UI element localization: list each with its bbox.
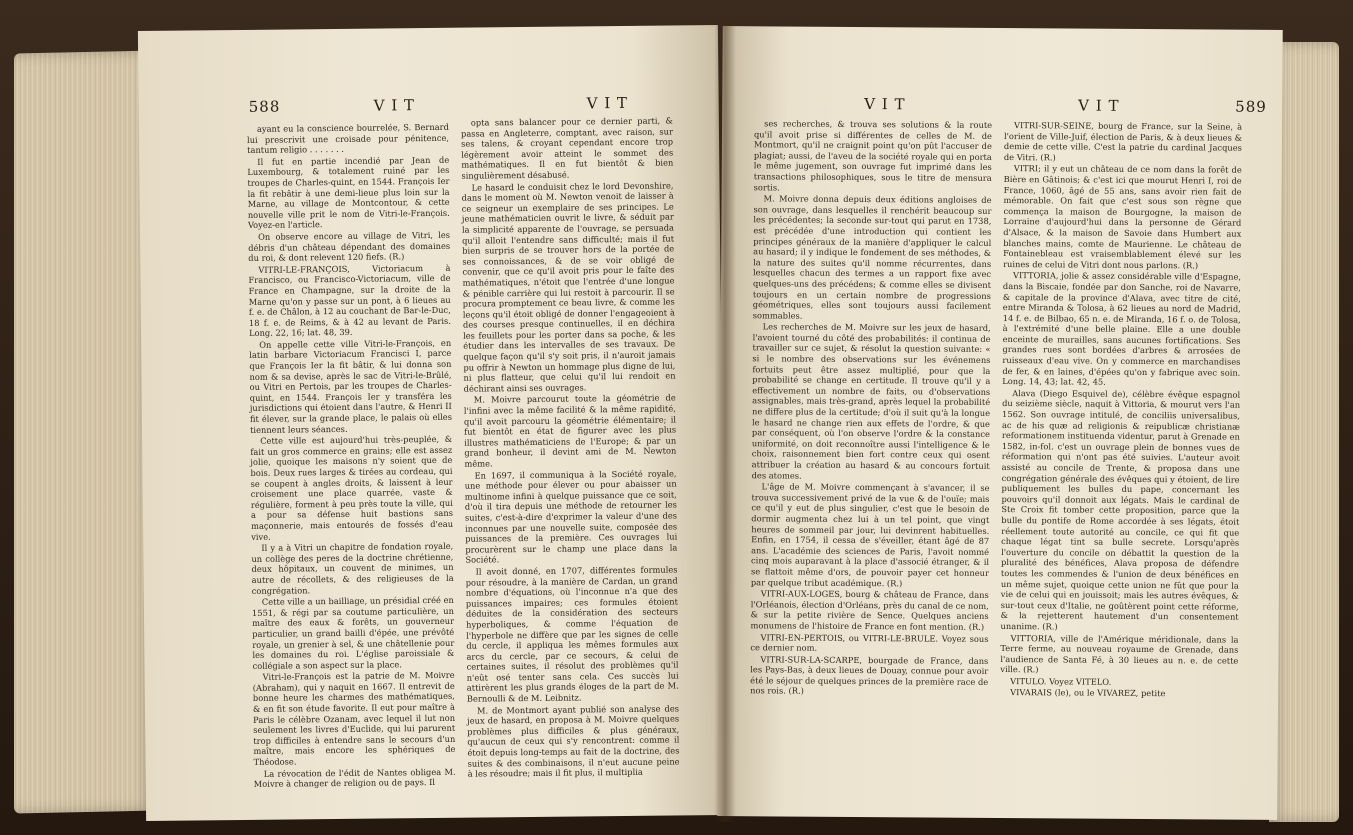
paragraph: M. de Montmort ayant publié son analyse des jeux de hasard, en proposa à M. Moivre quelques problèmes plus difficiles & plus généraux, qu'aucun de ceux qui s'y rencontrent: comme il étoit depuis long-temps au fait de la doctrine, des suites & des combinaisons, il n'eut aucune peine à les résoudre; mais il fit plus, il multiplia — [467, 703, 680, 779]
paragraph: Il fut en partie incendié par Jean de Luxembourg, & totalement ruiné par les troupes de Charles-quint, en 1544. François Ier la fit rebâtir à une demi-lieue plus loin sur la Marne, au village de Montcontour, & cette nouvelle ville prit le nom de Vitri-le-François. Voyez-en l'article. — [247, 154, 450, 231]
running-head-left-col2: V I T — [586, 93, 629, 113]
paragraph: La révocation de l'édit de Nantes obligea M. Moivre à changer de religion ou de pays. Il — [253, 766, 456, 790]
paragraph: VITRI-SUR-SEINE, bourg de France, sur la Seine, à l'orient de Ville-Juif, élection de Paris, & à deux lieues & demie de cette ville. C'est la patrie du cardinal Jacques de Vitri. (R.) — [1003, 120, 1243, 163]
paragraph: VITRI; il y eut un château de ce nom dans la forêt de Bière en Gâtinois; & c'est ici que mourut Henri I, roi de France, 1060, âgé de 55 ans, sans avoir rien fait de mémorable. On fait que c'est sous son règne que commença la maison de Bourgogne, la maison de Lorraine d'aujourd'hui dans la personne de Gérard d'Alsace, & la maison de Savoie dans Humbert aux blanches mains, comte de Maurienne. Le château de Fontainebleau est vraisemblablement élevé sur les ruines de celui de Vitri dont nous parlons. (R.) — [1003, 163, 1242, 271]
running-head-left-col1: V I T — [373, 96, 416, 115]
paragraph: ayant eu la conscience bourrelée, S. Bernard lui prescrivit une croisade pour pénitence, tantum religio . . . . . . . — [246, 121, 450, 156]
paragraph: En 1697, il communiqua à la Société royale, une méthode pour élever ou pour abaisser un multinome infini à quelque puissance que ce soit, d'où il tira depuis une méthode de retourner les suites, c'est-à-dire d'exprimer la valeur d'une des inconnues par une nouvelle suite, composée des puissances de la première. Ces ouvrages lui procurèrent sur le champ une place dans la Société. — [464, 468, 678, 566]
paragraph: M. Moivre parcourut toute la géométrie de l'infini avec la même facilité & la même rapidité, qu'il avoit parcouru la géométrie élémentaire; il fut bientôt en état de figurer avec les plus illustres mathématiciens de l'Europe; & par un grand bonheur, il devint ami de M. Newton même. — [463, 392, 677, 469]
open-book — [14, 22, 1339, 822]
paragraph: VITRI-LE-FRANÇOIS, Victoriacum à Francisco, ou Francisco-Victoriacum, ville de France en Champagne, sur la droite de la Marne qu'on y passe sur un pont, à 6 lieues au f. e. de Châlon, à 12 au couchant de Bar-le-Duc, 18 f. e. de Reims, & à 42 au levant de Paris. Long. 22, 16; lat. 48, 39. — [248, 262, 451, 339]
paragraph: VITRI-AUX-LOGES, bourg & château de France, dans l'Orléanois, élection d'Orléans, près du canal de ce nom, & sur la petite rivière de Sence. Quelques anciens monumens de l'histoire de France en font mention. (R.) — [750, 588, 989, 632]
right-page-column-1 — [750, 118, 992, 699]
paragraph: ses recherches, & trouva ses solutions & la route qu'il avoit prise si différentes de celles de M. de Montmort, qu'il ne craignit point qu'on pût l'accuser de plagiat; aussi, de l'aveu de la société royale qui en porta le même jugement, son ouvrage fut imprimé dans les transactions philosophiques, sous le titre de mensura sortis. — [753, 118, 993, 193]
paragraph: VITTORIA, ville de l'Amérique méridionale, dans la Terre ferme, au nouveau royaume de Grenade, dans l'audience de Santa Fé, à 30 lieues au n. e. de cette ville. (R.) — [1000, 632, 1239, 675]
paragraph: On appelle cette ville Vitri-le-François, en latin barbare Victoriacum Francisci I, parce que François Ier la fit bâtir, & lui donna son nom & sa devise, après le sac de Vitri-le-Brûlé, ou Vitri en Pertois, par les troupes de Charles-quint, en 1544. François Ier y transféra les jurisdictions qui étoient dans l'autre, & Henri II fit élever, sur la grande place, le palais où elles tiennent leurs séances. — [249, 337, 452, 435]
running-head-right-col2: V I T — [1078, 96, 1120, 115]
paragraph: Alava (Diego Esquivel de), célèbre évêque espagnol du seizième siècle, naquit à Vittoria, & mourut vers l'an 1562. Son ouvrage intitulé, de conciliis universalibus, ac de his quæ ad religionis & reipublicæ christianæ reformationem instituenda videntur, parut à Grenade en 1582, in-fol. c'est un ouvrage plein de bonnes vues de réformation qui n'ont pas été suivies. L'auteur avoit assisté au concile de Trente, & proposa dans une congrégation générale des évêques qui y étoient, de lire publiquement les bulles du pape, concernant les pouvoirs qu'il donnoit aux légats. Mais le cardinal de Ste Croix fit tomber cette proposition, parce que la bulle du pontife de Rome accordée à ses légats, étoit réellement toute autorité au concile, ce qui fit que chaque légat tint sa bulle secrete. Lorsqu'après l'ouverture du concile on débattit la question de la pluralité des bénéfices, Alava proposa de défendre toutes les commendes & l'union de deux bénéfices en un même sujet, quoique cette union ne fût que pour la vie de celui qui en jouissoit; mais les autres évêques, & sur-tout ceux d'Italie, ne goûtèrent point cette réforme, & la rejetterent hautement d'un consentement unanime. (R.) — [1000, 387, 1241, 632]
paragraph: VITTORIA, jolie & assez considérable ville d'Espagne, dans la Biscaie, fondée par don Sanche, roi de Navarre, & capitale de la province d'Alava, avec titre de cité, entre Miranda & Tolosa, à 62 lieues au nord de Madrid, 14 f. e. de Bilbao, 65 n. e. de Miranda, 16 f. o. de Tolosa, à l'extrémité d'une belle plaine. Elle a une double enceinte de murailles, sans aucunes fortifications. Ses grandes rues sont bordées d'arbres & arrosées de ruisseaux d'eau vive. On y commerce en marchandises de fer, & en laines, d'épées qu'on y fabrique avec soin. Long. 14, 43; lat. 42, 45. — [1002, 270, 1242, 387]
right-page — [717, 26, 1283, 820]
paragraph: Il y a à Vitri un chapitre de fondation royale, un collège des peres de la doctrine chrétienne, deux hôpitaux, un couvent de minimes, un autre de récollets, & des religieuses de la congrégation. — [251, 540, 454, 596]
left-page-edges — [14, 51, 154, 814]
paragraph: L'âge de M. Moivre commençant à s'avancer, il se trouva successivement privé de la vue & de l'ouïe; mais ce qu'il y eut de plus singulier, c'est que le besoin de dormir augmenta chez lui à un tel point, que vingt heures de sommeil par jour, lui devinrent habituelles. Enfin, en 1754, il cessa de s'éveiller, étant âgé de 87 ans. L'académie des sciences de Paris, l'avoit nommé cinq mois auparavant à la place d'associé étranger, & il se flattoit même d'ors, de pouvoir payer cet honneur par quelque tribut académique. (R.) — [750, 481, 990, 588]
right-page-column-2 — [1000, 120, 1242, 701]
page-number-right: 589 — [1235, 97, 1267, 116]
running-head-right-col1: V I T — [864, 95, 906, 114]
paragraph: VITULO. Voyez VITELO. — [1010, 675, 1112, 687]
paragraph: VITRI-SUR-LA-SCARPE, bourgade de France, dans les Pays-Bas, à deux lieues de Douay, connue pour avoir été le séjour de quelques princes de la première race de nos rois. (R.) — [750, 654, 989, 697]
paragraph: On observe encore au village de Vitri, les débris d'un château dépendant des domaines du roi, & dont relevent 120 fiefs. (R.) — [248, 229, 451, 264]
page-number-left: 588 — [248, 97, 281, 116]
paragraph: Il avoit donné, en 1707, différentes formules pour résoudre, à la manière de Cardan, un grand nombre d'équations, où l'inconnue n'a que des puissances impaires; ces formules étoient déduites de la considération des secteurs hyperboliques, & comme l'équation de l'hyperbole ne diffère que par les signes de celle du cercle, il appliqua les mêmes formules aux arcs du cercle, par ce secours, & celui de certaines suites, il résolut des problèmes qu'il n'eût osé tenter sans cela. Ces succès lui attirèrent les plus grands éloges de la part de M. Bernoulli & de M. Leibnitz. — [465, 564, 679, 704]
left-page-column-2 — [461, 115, 680, 780]
paragraph: Le hasard le conduisit chez le lord Devonshire, dans le moment où M. Newton venoit de laisser à ce seigneur un exemplaire de ses principes. Le jeune mathématicien ouvrit le livre, & séduit par la simplicité apparente de l'ouvrage, se persuada qu'il alloit l'entendre sans difficulté; mais il fut bien surpris de se trouver hors de la portée de ses connoissances, & de se voir obligé de convenir, que ce qu'il avoit pris pour le faîte des mathématiques, n'étoit que l'entrée d'une longue & pénible carrière qui lui restoit à parcourir. Il se procura promptement ce beau livre, & comme les leçons qu'il étoit obligé de donner l'engageoient à des courses presque continuelles, il en déchira les feuillets pour les porter dans sa poche, & les étudier dans les intervalles de ses travaux. De quelque façon qu'il s'y soit pris, il n'auroit jamais pu offrir à Newton un hommage plus digne de lui, ni plus flatteur, que celui qu'il lui rendoit en déchirant ainsi ses ouvrages. — [461, 180, 676, 394]
paragraph: M. Moivre donna depuis deux éditions angloises de son ouvrage, dans lesquelles il renchérit beaucoup sur les précédentes; la seconde sur-tout qui parut en 1738, est précédée d'une introduction qui contient les principes généraux de la manière d'appliquer le calcul au hasard; il y indique le fondement de ses méthodes, & la nature des suites qu'il nomme récurrentes, dans lesquelles chacun des termes a un rapport fixe avec quelques-uns des précédens; & comme elles se divisent toujours en un certain nombre de progressions géométriques, elles sont toujours aussi facilement sommables. — [752, 193, 992, 321]
paragraph: Les recherches de M. Moivre sur les jeux de hasard, l'avoient tourné du côté des probabilités: il continua de travailler sur ce sujet, & résolut la question suivante: « si le nombre des observations sur les événemens fortuits peut être assez multiplié, pour que la probabilité se change en certitude. Il trouve qu'il y a effectivement un nombre de faits, ou d'observations assignables, mais très-grand, après lequel la probabilité ne differe plus de la certitude; d'où il suit qu'à la longue le hasard ne change rien aux effets de l'ordre, & que par conséquent, où l'on observe l'ordre & la constance uniformité, on doit reconnoître aussi l'intelligence & le choix, raisonnement bien fort contre ceux qui osent attribuer la création au hasard & au concours fortuit des atomes. — [751, 321, 991, 481]
paragraph: VITRI-EN-PERTOIS, ou VITRI-LE-BRULE. Voyez sous ce dernier nom. — [750, 631, 989, 653]
paragraph: Cette ville est aujourd'hui très-peuplée, & fait un gros commerce en grains; elle est assez jolie, quoique les maisons n'y soient que de bois. Deux rues larges & tirées au cordeau, qui se coupent à angles droits, & laissent à leur croisement une place quarrée, vaste & régulière, forment à peu près toute la ville, qui a pour sa défense huit bastions sans maçonnerie, mais entourés de fossés d'eau vive. — [250, 434, 454, 542]
paragraph: VIVARAIS (le), ou le VIVAREZ, petite — [1010, 687, 1166, 699]
book-gutter — [714, 22, 736, 822]
paragraph: Cette ville a un bailliage, un présidial créé en 1551, & régi par sa coutume particulière, un maître des eaux & forêts, un gouverneur particulier, un grand bailli d'épée, une prévôté royale, un grenier à sel, & une châtellenie pour les domaines du roi. L'église paroissiale & collégiale a son aspect sur la place. — [251, 594, 455, 671]
paragraph: Vitri-le-François est la patrie de M. Moivre (Abraham), qui y naquit en 1667. Il entrevit de bonne heure les charmes des mathématiques, & en fit son étude favorite. Il eut pour maître à Paris le célèbre Ozanam, avec lequel il lut non seulement les livres d'Euclide, qui lui parurent trop difficiles à entendre sans le secours d'un maître, mais encore les sphériques de Théodose. — [252, 670, 456, 767]
left-page — [138, 25, 726, 821]
left-page-column-1 — [247, 122, 456, 791]
paragraph: opta sans balancer pour ce dernier parti, & passa en Angleterre, comptant, avec raison, sur ses talens, & croyant cependant encore trop légèrement avoir atteint le sommet des mathématiques. Il en fut bientôt & bien singulièrement désabusé. — [460, 115, 674, 181]
